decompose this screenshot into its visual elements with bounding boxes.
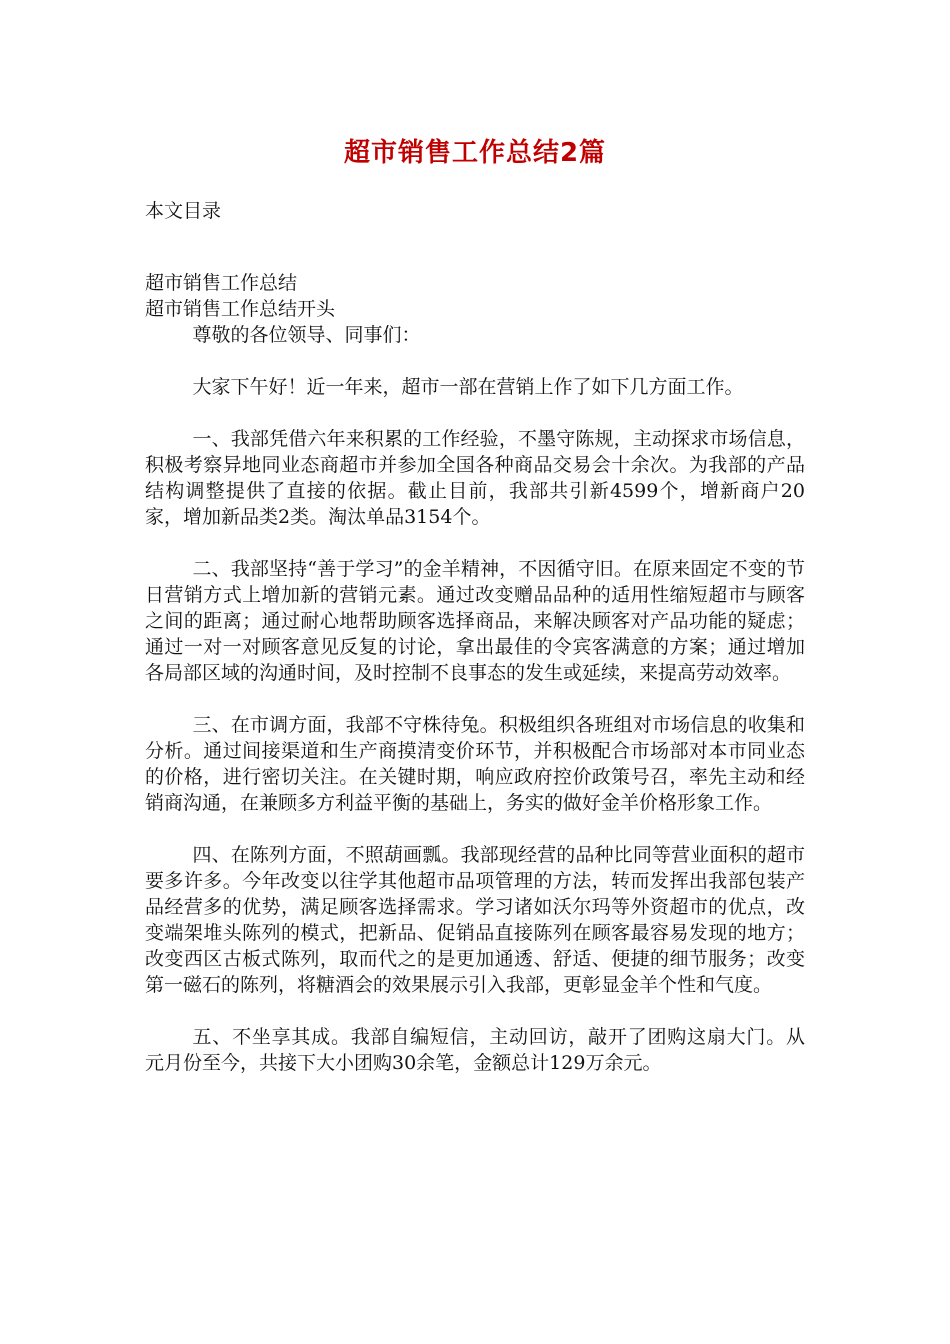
body-paragraph: 五、不坐享其成。我部自编短信，主动回访，敲开了团购这扇大门。从 元月份至今，共接下大小团购30余笔，金额总计129万余元。 bbox=[145, 1026, 805, 1074]
document-body bbox=[145, 322, 805, 1102]
body-paragraph: 四、在陈列方面，不照葫画瓢。我部现经营的品种比同等营业面积的超市要多许多。今年改变以往学其他超市品项管理的方法，转而发挥出我部包装产品经营多的优势，满足顾客选择需求。学习诸如沃尔玛等外资超市的优点，改变端架堆头陈列的模式，把新品、促销品直接陈列在顾客最容易发现的地方；改变西区古板式陈列，取而代之的是更加通透、舒适、便捷的细节服务；改变第一磁石的陈列，将糖酒会的效果展示引入我部，更彰显金羊个性和气度。 bbox=[145, 844, 805, 996]
toc-label: 本文目录 bbox=[145, 200, 222, 222]
toc-item[interactable]: 超市销售工作总结开头 bbox=[145, 298, 336, 320]
body-paragraph: 三、在市调方面，我部不守株待兔。积极组织各班组对市场信息的收集和分析。通过间接渠道和生产商摸清变价环节，并积极配合市场部对本市同业态的价格，进行密切关注。在关键时期，响应政府控价政策号召，率先主动和经销商沟通，在兼顾多方利益平衡的基础上，务实的做好金羊价格形象工作。 bbox=[145, 714, 805, 814]
body-paragraph: 二、我部坚持“善于学习”的金羊精神，不因循守旧。在原来固定不变的节日营销方式上增加新的营销元素。通过改变赠品品种的适用性缩短超市与顾客之间的距离；通过耐心地帮助顾客选择商品，来解决顾客对产品功能的疑虑；通过一对一对顾客意见反复的讨论，拿出最佳的令宾客满意的方案；通过增加各局部区域的沟通时间，及时控制不良事态的发生或延续，来提高劳动效率。 bbox=[145, 558, 805, 684]
table-of-contents bbox=[145, 270, 825, 322]
body-paragraph: 大家下午好！近一年来，超市一部在营销上作了如下几方面工作。 bbox=[192, 376, 744, 398]
body-paragraph: 一、我部凭借六年来积累的工作经验，不墨守陈规，主动探求市场信息，积极考察异地同业态商超市并参加全国各种商品交易会十余次。为我部的产品结构调整提供了直接的依据。截止目前，我部共引新4599个，增新商户20家，增加新品类2类。淘汰单品3154个。 bbox=[145, 428, 805, 528]
toc-item[interactable]: 超市销售工作总结 bbox=[145, 272, 298, 294]
greeting: 尊敬的各位领导、同事们： bbox=[192, 324, 421, 346]
document-title: 超市销售工作总结2篇 bbox=[343, 138, 607, 168]
